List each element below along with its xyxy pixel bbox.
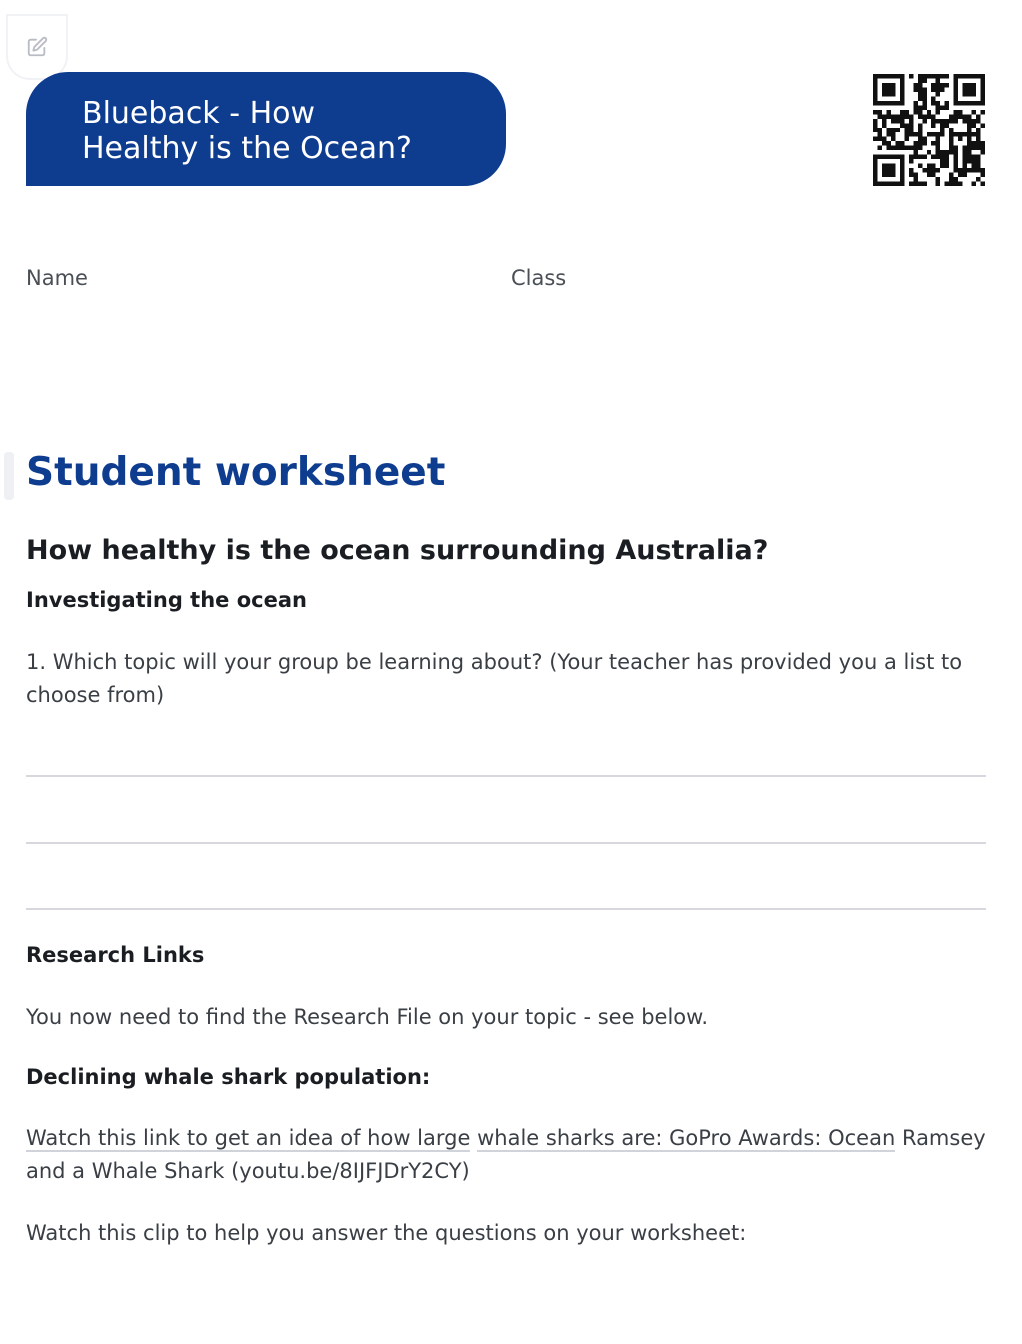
class-label: Class [511,266,567,290]
edit-button[interactable] [8,16,66,78]
answer-line[interactable] [26,908,986,910]
answer-line[interactable] [26,842,986,844]
question-1: 1. Which topic will your group be learning about? (Your teacher has provided you a list to choose from) [26,650,963,707]
section-heading: Investigating the ocean [26,588,307,612]
worksheet-title: Student worksheet [26,450,446,495]
research-link-paragraph [26,1122,986,1188]
research-text: You now need to find the Research File on your topic - see below. [26,1005,709,1029]
edit-icon [26,36,48,58]
question-heading: How healthy is the ocean surrounding Australia? [26,535,769,566]
page-title: Blueback - How Healthy is the Ocean? [82,96,412,166]
title-banner [26,72,506,186]
name-label: Name [26,266,88,290]
research-heading: Research Links [26,943,205,967]
clip-text: Watch this clip to help you answer the questions on your worksheet: [26,1221,747,1245]
topic-heading: Declining whale shark population: [26,1065,431,1089]
video-link[interactable]: Watch this link to get an idea of how large [26,1126,471,1150]
video-link[interactable]: whale sharks are: GoPro Awards: Ocean [477,1126,896,1150]
section-marker [4,452,14,500]
video-link-text[interactable]: Ramsey and a Whale Shark (youtu.be/8IJFJDrY2CY) [26,1126,986,1183]
answer-line[interactable] [26,775,986,777]
qr-code [873,74,985,186]
